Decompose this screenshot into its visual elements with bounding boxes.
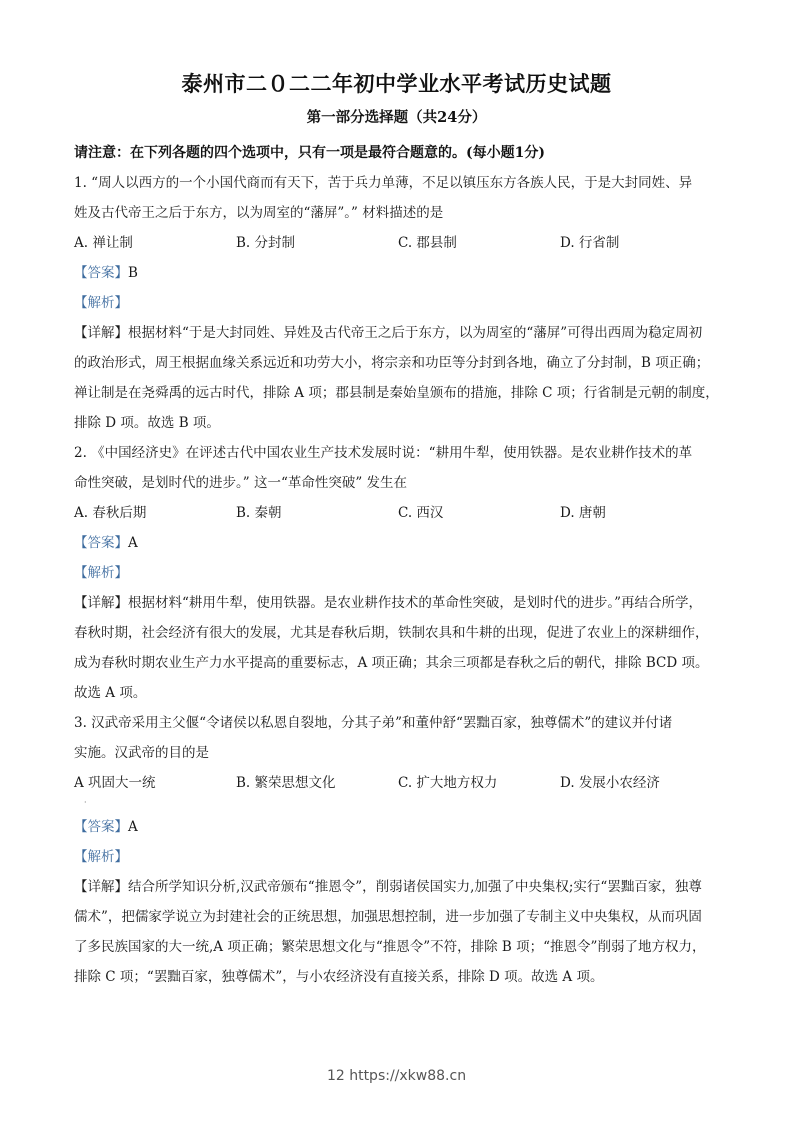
question-3 [74,708,724,992]
answer-value: A [128,535,138,551]
option-b: B. 繁荣思想文化 [236,775,336,791]
analysis-line [74,558,724,588]
analysis-label: 【解析】 [74,295,128,311]
option-c: C. 西汉 [398,505,444,521]
detail-line [74,318,724,348]
stray-mark [74,798,724,812]
answer-label: 【答案】 [74,535,128,551]
detail-text: 根据材料“耕用牛犁，使用铁器。是农业耕作技术的革命性突破，是划时代的进步。”再结合所学， [128,595,703,611]
question-stem-line: 姓及古代帝王之后于东方，以为周室的“藩屏”。” 材料描述的是 [74,205,444,221]
detail-line: 排除 C 项；“罢黜百家，独尊儒术”，与小农经济没有直接关系，排除 D 项。故选 A 项。 [74,969,604,985]
detail-line: 禅让制是在尧舜禹的远古时代，排除 A 项；郡县制是秦始皇颁布的措施，排除 C 项；行省制是元朝的制度， [74,385,719,401]
detail-line: 故选 A 项。 [74,685,147,701]
detail-line [74,588,724,618]
question-stem-line: 1. “周人以西方的一个小国代商而有天下，苦于兵力单薄，不足以镇压东方各族人民，于是大封同姓、异 [74,175,693,191]
analysis-line [74,842,724,872]
detail-text: 结合所学知识分析,汉武帝颁布“推恩令”，削弱诸侯国实力,加强了中央集权;实行“罢黜百家，独尊 [128,879,702,895]
answer-line [74,812,724,842]
detail-line: 成为春秋时期农业生产力水平提高的重要标志，A 项正确；其余三项都是春秋之后的朝代，排除 BCD 项。 [74,655,709,671]
detail-line: 春秋时期，社会经济有很大的发展，尤其是春秋后期，铁制农具和牛耕的出现，促进了农业上的深耕细作， [74,625,709,641]
page-footer: 12 https://xkw88.cn [326,1068,467,1084]
section-title: 第一部分选择题（共24分） [306,109,487,126]
question-stem-line: 2. 《中国经济史》在评述古代中国农业生产技术发展时说：“耕用牛犁，使用铁器。是农业耕作技术的革 [74,445,693,461]
option-a: A. 禅让制 [74,235,133,251]
option-d: D. 行省制 [560,235,620,251]
question-1 [74,168,724,438]
detail-line: 排除 D 项。故选 B 项。 [74,415,220,431]
notice-text: 请注意：在下列各题的四个选项中，只有一项是最符合题意的。(每小题1分) [74,145,545,161]
question-stem-line: 命性突破，是划时代的进步。” 这一“革命性突破” 发生在 [74,475,408,491]
detail-text: 根据材料“于是大封同姓、异姓及古代帝王之后于东方，以为周室的“藩屏”可得出西周为稳定周初 [128,325,703,341]
options-row [74,768,724,798]
detail-label: 【详解】 [74,595,128,611]
analysis-label: 【解析】 [74,565,128,581]
option-a: A 巩固大一统 [74,775,156,791]
answer-line [74,258,724,288]
detail-line: 儒术”，把儒家学说立为封建社会的正统思想，加强思想控制，进一步加强了专制主义中央集权，从而巩固 [74,909,702,925]
answer-label: 【答案】 [74,265,128,281]
option-c: C. 郡县制 [398,235,457,251]
detail-line: 的政治形式，周王根据血缘关系远近和功劳大小，将宗亲和功臣等分封到各地，确立了分封制，B 项正确； [74,355,710,371]
detail-line [74,872,724,902]
exam-title: 泰州市二０二二年初中学业水平考试历史试题 [181,71,612,96]
answer-value: A [128,819,138,835]
option-b: B. 分封制 [236,235,296,251]
analysis-line [74,288,724,318]
question-stem-line: 3. 汉武帝采用主父偃“令诸侯以私恩自裂地，分其子弟”和董仲舒“罢黜百家，独尊儒术”的建议并付诸 [74,715,673,731]
options-row [74,228,724,258]
analysis-label: 【解析】 [74,849,128,865]
question-2 [74,438,724,708]
answer-label: 【答案】 [74,819,128,835]
options-row [74,498,724,528]
answer-line [74,528,724,558]
option-a: A. 春秋后期 [74,505,147,521]
dot-mark: · [84,798,87,807]
detail-line: 了多民族国家的大一统,A 项正确；繁荣思想文化与“推恩令”不符，排除 B 项；“推恩令”削弱了地方权力， [74,939,706,955]
document-content [74,138,724,992]
detail-label: 【详解】 [74,325,128,341]
option-b: B. 秦朝 [236,505,282,521]
option-d: D. 唐朝 [560,505,606,521]
question-stem-line: 实施。汉武帝的目的是 [74,745,209,761]
option-c: C. 扩大地方权力 [398,775,498,791]
answer-value: B [128,265,138,281]
detail-label: 【详解】 [74,879,128,895]
option-d: D. 发展小农经济 [560,775,660,791]
